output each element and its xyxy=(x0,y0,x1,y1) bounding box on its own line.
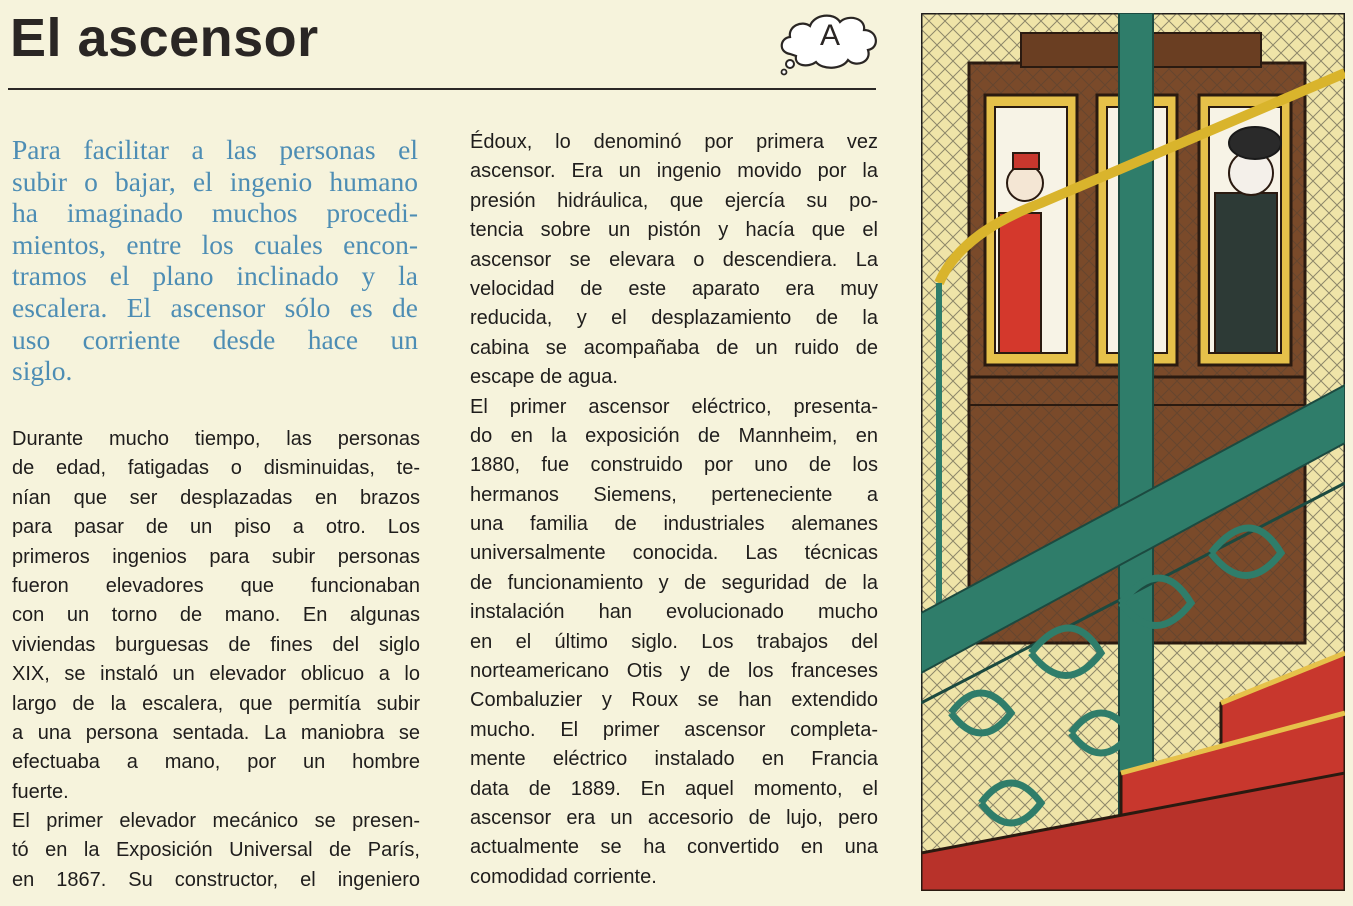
body-line: primeros ingenios para subir personas xyxy=(12,545,420,568)
body-line: efectuaba a mano, por un hombre xyxy=(12,751,420,774)
body-line: XIX, se instaló un elevador oblicuo a lo xyxy=(12,663,420,686)
body-line: Durante mucho tiempo, las personas xyxy=(12,428,420,450)
intro-line: uso corriente desde hace un xyxy=(12,323,418,355)
body-line: El primer ascensor eléctrico, presenta- xyxy=(470,395,878,418)
body-column-left xyxy=(12,425,420,895)
intro-line: mientos, entre los cuales encon- xyxy=(12,228,418,260)
body-line: presión hidráulica, que ejercía su po- xyxy=(470,189,878,212)
intro-line: tramos el plano inclinado y la xyxy=(12,260,418,292)
body-line: de edad, fatigadas o disminuidas, te- xyxy=(12,457,420,480)
body-line: ascensor era un accesorio de lujo, pero xyxy=(470,806,878,829)
badge-letter: A xyxy=(819,19,840,52)
body-line: velocidad de este aparato era muy xyxy=(470,277,878,300)
body-line: actualmente se ha convertido en una xyxy=(470,836,878,859)
intro-line: subir o bajar, el ingenio humano xyxy=(12,165,418,197)
intro-line: siglo. xyxy=(12,355,73,387)
body-line: una familia de industriales alemanes xyxy=(470,513,878,536)
body-line: cabina se acompañaba de un ruido de xyxy=(470,336,878,359)
body-line: de funcionamiento y de seguridad de la xyxy=(470,571,878,594)
body-line: viviendas burguesas de fines del siglo xyxy=(12,633,420,656)
body-line: tencia sobre un pistón y hacía que el xyxy=(470,219,878,242)
body-line: reducida, y el desplazamiento de la xyxy=(470,307,878,330)
intro-line: ha imaginado muchos procedi- xyxy=(12,197,418,229)
body-line: largo de la escalera, que permitía subir xyxy=(12,692,420,715)
intro-line: Para facilitar a las personas el xyxy=(12,134,418,165)
body-line: mucho. El primer ascensor completa- xyxy=(470,718,878,741)
body-line: El primer elevador mecánico se presen- xyxy=(12,810,420,833)
body-line: norteamericano Otis y de los franceses xyxy=(470,660,878,683)
body-column-right xyxy=(470,128,878,892)
body-line: fuerte. xyxy=(12,780,69,803)
body-line: para pasar de un piso a otro. Los xyxy=(12,516,420,539)
body-line: ascensor se elevara o descendiera. La xyxy=(470,248,878,271)
body-line: a una persona sentada. La maniobra se xyxy=(12,721,420,744)
body-line: fueron elevadores que funcionaban xyxy=(12,574,420,597)
body-line: hermanos Siemens, perteneciente a xyxy=(470,483,878,506)
body-line: ascensor. Era un ingenio movido por la xyxy=(470,160,878,183)
body-line: data de 1889. En aquel momento, el xyxy=(470,777,878,800)
intro-line: escalera. El ascensor sólo es de xyxy=(12,291,418,323)
body-line: do en la exposición de Mannheim, en xyxy=(470,424,878,447)
intro-paragraph xyxy=(12,134,418,387)
title-divider xyxy=(8,88,876,90)
body-line: nían que ser desplazadas en brazos xyxy=(12,486,420,509)
elevator-illustration xyxy=(921,13,1345,891)
body-line: tó en la Exposición Universal de París, xyxy=(12,839,420,862)
body-line: en 1867. Su constructor, el ingeniero xyxy=(12,868,420,891)
body-line: 1880, fue construido por uno de los xyxy=(470,454,878,477)
body-line: Combaluzier y Roux se han extendido xyxy=(470,689,878,712)
body-line: universalmente conocida. Las técnicas xyxy=(470,542,878,565)
body-line: en el último siglo. Los trabajos del xyxy=(470,630,878,653)
body-line: mente eléctrico instalado en Francia xyxy=(470,748,878,771)
body-line: comodidad corriente. xyxy=(470,865,657,888)
body-line: con un torno de mano. En algunas xyxy=(12,604,420,627)
page-title: El ascensor xyxy=(10,8,319,68)
body-line: Édoux, lo denominó por primera vez xyxy=(470,131,878,153)
body-line: instalación han evolucionado mucho xyxy=(470,601,878,624)
body-line: escape de agua. xyxy=(470,366,618,389)
